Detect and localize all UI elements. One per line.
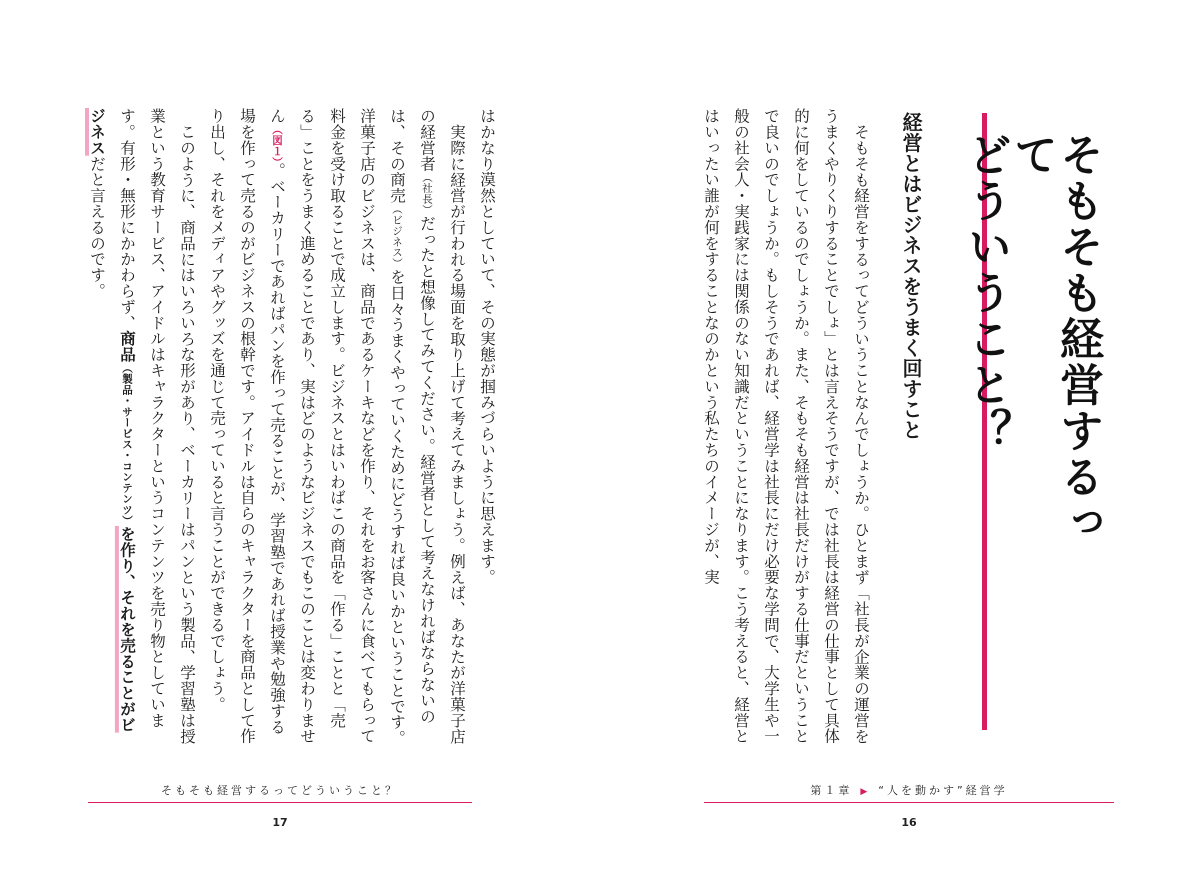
p2-text-b: だったと想像してみてください。経営者として考えなければならないのは、その商売 [388, 108, 436, 725]
section-heading: 経営とはビジネスをうまく回すこと [899, 112, 923, 440]
right-page-body [694, 108, 876, 748]
p2-text-d: 。ベーカリーであればパンを作って売ることが、学習塾であれば授業や勉強する場を作って売るのがビジネスの根幹です。アイドルは自らのキャラクターを商品として作り出し、それをメディアやグッズを通じて売っていると言うことができるでしょう。 [208, 108, 286, 744]
chapter-title-line-1: そもそも経営するって [1006, 132, 1103, 546]
chapter-label: 第１章 [810, 784, 853, 797]
p3-bold-definition: を作り、それを売ることがビジネス [88, 108, 136, 733]
p3-text-a: このように、商品にはいろいろな形があり、ベーカリーはパンという製品、学習塾は授業という教育サービス、アイドルはキャラクターというコンテンツを売り物としています。有形・無形にかかわらず、 [118, 108, 196, 744]
p3-note-products: （製品・サービス・コンテンツ） [121, 362, 133, 526]
p3-text-end: だと言えるのです。 [88, 155, 106, 299]
footer-rule-left [88, 802, 472, 803]
left-page-body [84, 108, 502, 748]
paragraph-1-continued: はかなり漠然としていて、その実態が掴みづらいように思えます。 [478, 108, 496, 585]
triangle-right-icon: ▶ [860, 787, 871, 797]
page-number-right: 16 [901, 816, 917, 829]
paragraph-3 [82, 108, 202, 748]
running-head-right [704, 782, 1114, 798]
p2-note-president: （社長） [421, 171, 433, 216]
p2-text-c: を日々うまくやっていくためにどうすれば良いかということです。洋菓子店のビジネスは、商品であるケーキなどを作り、それをお客さんに食べてもらって料金を受け取ることで成立します。ビジネスとはいわばこの商品を「作る」ことと「売る」ことをうまく進めることであり、実はどのようなビジネスでもこのことは変わりません [268, 108, 406, 746]
running-head-left: そもそも経営するってどういうこと？ [161, 784, 399, 797]
p2-text-a: 実際に経営が行われる場面を取り上げて考えてみましょう。例えば、あなたが洋菓子店の経営者 [418, 108, 466, 744]
paragraph-1: そもそも経営をするってどういうことなんでしょうか。ひとまず「社長が企業の運営をうまくやりくりすることでしょ」とは言えそうですが、では社長は経営の仕事として具体的に何をしているのでしょうか。また、そもそも経営は社長だけがする仕事だということで良いのでしょうか。もしそうであれば、経営学は社長にだけ必要な学問で、大学生や一般の社会人・実践家には関係のない知識だということになります。こう考えると、経営とはいったい誰が何をすることなのかという私たちのイメージが、実 [702, 108, 870, 744]
paragraph-2 [202, 108, 472, 748]
p3-bold-product: 商品 [118, 330, 136, 363]
figure-reference: （図１） [271, 123, 283, 163]
p2-note-business: （ビジネス） [391, 203, 403, 269]
page-number-left: 17 [272, 816, 288, 829]
chapter-title [960, 132, 1103, 572]
chapter-title-line-2: どういうこと？ [960, 132, 1011, 454]
chapter-name: “人を動かす”経営学 [878, 784, 1008, 797]
footer-rule-right [704, 802, 1114, 803]
